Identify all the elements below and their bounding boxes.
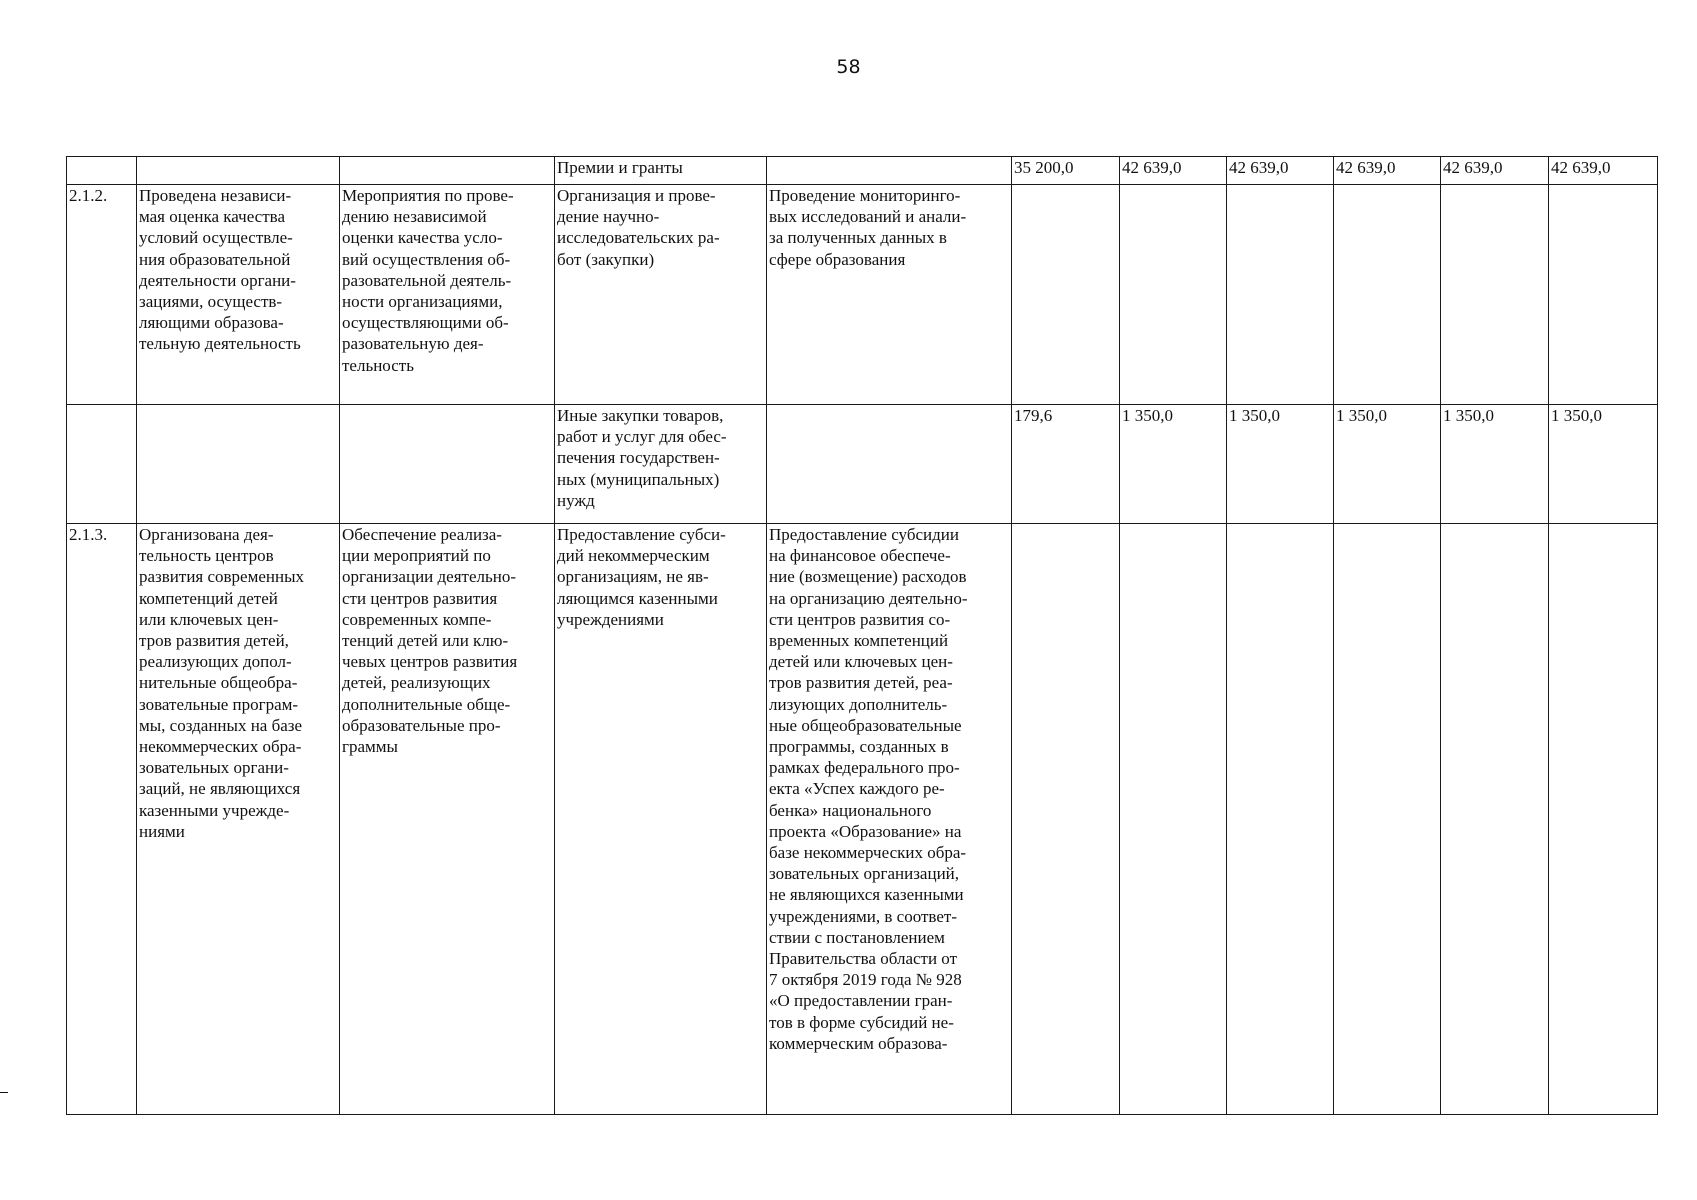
cell-amount-1 xyxy=(1012,185,1120,405)
cell-text: на организацию деятельно- xyxy=(769,588,968,608)
cell-text: ниями xyxy=(139,821,185,841)
cell-result xyxy=(137,185,340,405)
cell-amount-6 xyxy=(1549,524,1658,1115)
cell-text: тов в форме субсидий не- xyxy=(769,1012,954,1032)
cell-text: 1 350,0 xyxy=(1229,406,1280,425)
cell-text: 7 октября 2019 года № 928 xyxy=(769,970,962,990)
cell-text: 42 639,0 xyxy=(1443,158,1503,177)
cell-text: исследовательских ра- xyxy=(557,228,720,248)
cell-item-number xyxy=(67,524,137,1115)
cell-item-number xyxy=(67,405,137,524)
cell-text: Мероприятия по прове- xyxy=(342,186,514,205)
cell-text: ляющимся казенными xyxy=(557,588,718,608)
cell-text: Проведение мониторинго- xyxy=(769,186,961,205)
cell-text: некоммерческих обра- xyxy=(139,737,302,757)
cell-text: дению независимой xyxy=(342,207,487,227)
cell-text: 179,6 xyxy=(1014,406,1053,425)
cell-text: тельность центров xyxy=(139,546,274,566)
cell-amount-2 xyxy=(1120,157,1227,185)
cell-amount-3 xyxy=(1227,185,1334,405)
cell-text: реализующих допол- xyxy=(139,652,292,672)
cell-text: зовательных органи- xyxy=(139,758,289,778)
margin-mark xyxy=(0,1092,8,1093)
cell-text: екта «Успех каждого ре- xyxy=(769,779,945,799)
cell-text: дение научно- xyxy=(557,207,660,227)
cell-result xyxy=(137,524,340,1115)
cell-text: тров развития детей, xyxy=(139,631,289,651)
cell-text: вий осуществления об- xyxy=(342,249,511,269)
cell-text: 1 350,0 xyxy=(1122,406,1173,425)
cell-amount-3 xyxy=(1227,157,1334,185)
cell-text: бот (закупки) xyxy=(557,249,655,269)
cell-text: осуществляющими об- xyxy=(342,313,509,333)
cell-text: ния образовательной xyxy=(139,249,291,269)
cell-text: нительные общеобра- xyxy=(139,673,298,693)
cell-text: нужд xyxy=(557,490,595,510)
table-row xyxy=(67,524,1658,1115)
cell-text: вых исследований и анали- xyxy=(769,207,967,227)
cell-expense-type xyxy=(555,185,767,405)
cell-text: 1 350,0 xyxy=(1551,406,1602,425)
cell-text: сти центров развития xyxy=(342,588,498,608)
cell-text: 42 639,0 xyxy=(1551,158,1611,177)
cell-result xyxy=(137,405,340,524)
cell-text: заций, не являющихся xyxy=(139,779,301,799)
cell-activity xyxy=(340,157,555,185)
cell-text: ции мероприятий по xyxy=(342,546,491,566)
cell-item-number xyxy=(67,185,137,405)
cell-amount-4 xyxy=(1334,524,1441,1115)
cell-text: разовательной деятель- xyxy=(342,270,512,290)
cell-text: ности организациями, xyxy=(342,292,503,312)
cell-text: зациями, осуществ- xyxy=(139,292,283,312)
cell-amount-6 xyxy=(1549,157,1658,185)
cell-text: за полученных данных в xyxy=(769,228,947,248)
cell-text: зовательных организаций, xyxy=(769,864,960,884)
cell-amount-6 xyxy=(1549,185,1658,405)
cell-amount-2 xyxy=(1120,405,1227,524)
cell-text: «О предоставлении гран- xyxy=(769,991,953,1011)
cell-text: учреждениями, в соответ- xyxy=(769,906,957,926)
cell-text: тенций детей или клю- xyxy=(342,631,509,651)
cell-text: Иные закупки товаров, xyxy=(557,406,724,425)
cell-text: 42 639,0 xyxy=(1336,158,1396,177)
cell-amount-1 xyxy=(1012,157,1120,185)
cell-text: Предоставление субсидии xyxy=(769,525,959,544)
cell-text: развития современных xyxy=(139,567,305,587)
cell-text: на финансовое обеспече- xyxy=(769,546,951,566)
cell-expense-description xyxy=(767,157,1012,185)
cell-text: временных компетенций xyxy=(769,631,949,651)
cell-text: условий осуществле- xyxy=(139,228,293,248)
cell-expense-description xyxy=(767,405,1012,524)
cell-amount-4 xyxy=(1334,405,1441,524)
cell-text: сти центров развития со- xyxy=(769,609,951,629)
cell-text: 2.1.2. xyxy=(69,186,108,205)
cell-amount-3 xyxy=(1227,524,1334,1115)
budget-table xyxy=(66,156,1658,1115)
page-number: 58 xyxy=(836,56,861,78)
cell-text: 1 350,0 xyxy=(1443,406,1494,425)
cell-text: коммерческим образова- xyxy=(769,1033,948,1053)
cell-amount-3 xyxy=(1227,405,1334,524)
cell-activity xyxy=(340,405,555,524)
cell-text: ные общеобразовательные xyxy=(769,715,962,735)
cell-amount-1 xyxy=(1012,405,1120,524)
cell-text: организации деятельно- xyxy=(342,567,517,587)
cell-text: детей, реализующих xyxy=(342,673,491,693)
cell-text: деятельности органи- xyxy=(139,270,296,290)
cell-text: ных (муниципальных) xyxy=(557,469,720,489)
cell-text: Предоставление субси- xyxy=(557,525,726,544)
cell-text: тельность xyxy=(342,355,414,375)
cell-amount-4 xyxy=(1334,185,1441,405)
table-row xyxy=(67,185,1658,405)
cell-text: дополнительные обще- xyxy=(342,694,511,714)
cell-text: 35 200,0 xyxy=(1014,158,1074,177)
cell-expense-type xyxy=(555,157,767,185)
cell-text: 42 639,0 xyxy=(1229,158,1289,177)
cell-text: проекта «Образование» на xyxy=(769,821,962,841)
cell-amount-2 xyxy=(1120,524,1227,1115)
cell-text: 42 639,0 xyxy=(1122,158,1182,177)
cell-text: 2.1.3. xyxy=(69,525,108,544)
cell-text: не являющихся казенными xyxy=(769,885,964,905)
cell-amount-5 xyxy=(1441,405,1549,524)
cell-text: организациям, не яв- xyxy=(557,567,709,587)
cell-text: мы, созданных на базе xyxy=(139,715,303,735)
cell-text: программы, созданных в xyxy=(769,737,949,757)
cell-text: печения государствен- xyxy=(557,448,720,468)
cell-amount-5 xyxy=(1441,157,1549,185)
table-row xyxy=(67,405,1658,524)
cell-text: Правительства области от xyxy=(769,949,958,969)
cell-activity xyxy=(340,524,555,1115)
cell-text: бенка» национального xyxy=(769,800,932,820)
cell-text: лизующих дополнитель- xyxy=(769,694,948,714)
cell-text: образовательные про- xyxy=(342,715,501,735)
cell-text: оценки качества усло- xyxy=(342,228,503,248)
cell-text: граммы xyxy=(342,737,398,757)
cell-text: ствии с постановлением xyxy=(769,927,945,947)
cell-text: Проведена независи- xyxy=(139,186,292,205)
cell-text: учреждениями xyxy=(557,609,664,629)
cell-text: казенными учрежде- xyxy=(139,800,290,820)
cell-expense-description xyxy=(767,185,1012,405)
cell-amount-5 xyxy=(1441,524,1549,1115)
cell-text: ляющими образова- xyxy=(139,313,284,333)
cell-activity xyxy=(340,185,555,405)
cell-amount-1 xyxy=(1012,524,1120,1115)
cell-text: 1 350,0 xyxy=(1336,406,1387,425)
cell-text: детей или ключевых цен- xyxy=(769,652,953,672)
cell-text: Премии и гранты xyxy=(557,158,683,177)
cell-text: или ключевых цен- xyxy=(139,609,279,629)
cell-text: современных компе- xyxy=(342,609,492,629)
cell-text: рамках федерального про- xyxy=(769,758,960,778)
cell-expense-type xyxy=(555,405,767,524)
cell-amount-5 xyxy=(1441,185,1549,405)
cell-text: компетенций детей xyxy=(139,588,278,608)
cell-text: тров развития детей, реа- xyxy=(769,673,953,693)
cell-expense-type xyxy=(555,524,767,1115)
cell-text: мая оценка качества xyxy=(139,207,286,227)
cell-text: Организована дея- xyxy=(139,525,274,544)
cell-amount-2 xyxy=(1120,185,1227,405)
cell-text: тельную деятельность xyxy=(139,334,301,354)
cell-text: Обеспечение реализа- xyxy=(342,525,502,544)
cell-text: дий некоммерческим xyxy=(557,546,710,566)
cell-result xyxy=(137,157,340,185)
cell-amount-4 xyxy=(1334,157,1441,185)
cell-text: базе некоммерческих обра- xyxy=(769,843,967,863)
cell-text: ние (возмещение) расходов xyxy=(769,567,967,587)
cell-text: разовательную дея- xyxy=(342,334,484,354)
table-row xyxy=(67,157,1658,185)
cell-text: чевых центров развития xyxy=(342,652,518,672)
cell-text: сфере образования xyxy=(769,249,906,269)
cell-item-number xyxy=(67,157,137,185)
cell-amount-6 xyxy=(1549,405,1658,524)
cell-expense-description xyxy=(767,524,1012,1115)
cell-text: зовательные програм- xyxy=(139,694,299,714)
cell-text: Организация и прове- xyxy=(557,186,716,205)
cell-text: работ и услуг для обес- xyxy=(557,427,727,447)
